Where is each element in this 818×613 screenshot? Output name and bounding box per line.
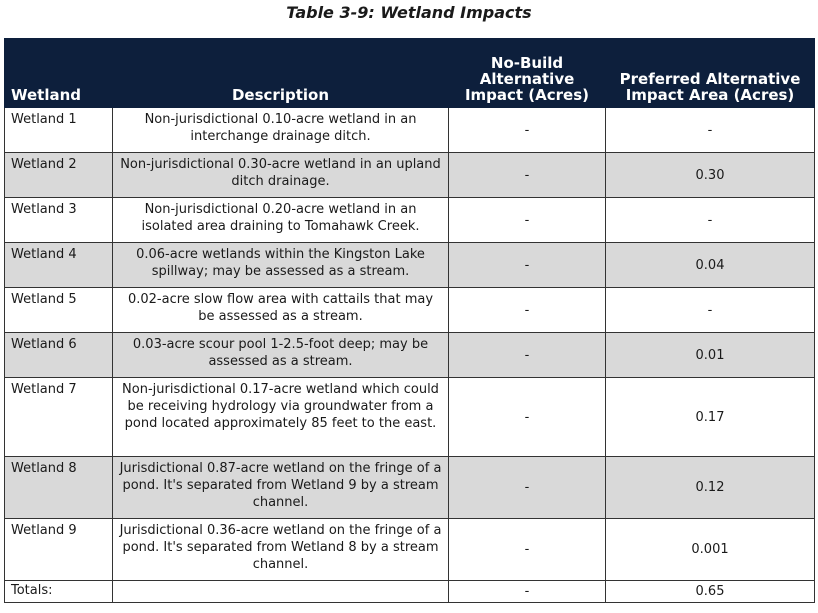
table-row — [5, 378, 815, 457]
wetland-name: Wetland 5 — [5, 288, 113, 333]
preferred-impact: 0.01 — [606, 333, 815, 378]
header-preferred: Preferred Alternative Impact Area (Acres) — [606, 39, 815, 108]
table-row — [5, 519, 815, 581]
totals-row — [5, 581, 815, 603]
no-build-impact: - — [449, 108, 606, 153]
wetland-name: Wetland 2 — [5, 153, 113, 198]
wetland-description: Non-jurisdictional 0.30-acre wetland in an upland ditch drainage. — [113, 153, 449, 198]
wetland-description: 0.06-acre wetlands within the Kingston Lake spillway; may be assessed as a stream. — [113, 243, 449, 288]
table-caption: Table 3-9: Wetland Impacts — [286, 3, 532, 22]
no-build-impact: - — [449, 288, 606, 333]
totals-no-build: - — [449, 581, 606, 603]
wetland-impacts-table — [4, 38, 815, 603]
wetland-description: Non-jurisdictional 0.10-acre wetland in an interchange drainage ditch. — [113, 108, 449, 153]
preferred-impact: 0.30 — [606, 153, 815, 198]
wetland-description: Non-jurisdictional 0.20-acre wetland in an isolated area draining to Tomahawk Creek. — [113, 198, 449, 243]
table-row — [5, 243, 815, 288]
table-row — [5, 288, 815, 333]
preferred-impact: 0.04 — [606, 243, 815, 288]
header-description: Description — [113, 39, 449, 108]
no-build-impact: - — [449, 519, 606, 581]
no-build-impact: - — [449, 243, 606, 288]
header-no-build: No-Build Alternative Impact (Acres) — [449, 39, 606, 108]
no-build-impact: - — [449, 198, 606, 243]
preferred-impact: - — [606, 198, 815, 243]
table-row — [5, 333, 815, 378]
header-row — [5, 39, 815, 108]
wetland-name: Wetland 7 — [5, 378, 113, 457]
no-build-impact: - — [449, 333, 606, 378]
wetland-description: Jurisdictional 0.87-acre wetland on the fringe of a pond. It's separated from Wetland 9 by a stream channel. — [113, 457, 449, 519]
totals-description-empty — [113, 581, 449, 603]
wetland-name: Wetland 1 — [5, 108, 113, 153]
table-row — [5, 153, 815, 198]
wetland-description: 0.03-acre scour pool 1-2.5-foot deep; may be assessed as a stream. — [113, 333, 449, 378]
table-row — [5, 198, 815, 243]
totals-label: Totals: — [5, 581, 113, 603]
wetland-description: 0.02-acre slow flow area with cattails that may be assessed as a stream. — [113, 288, 449, 333]
wetland-name: Wetland 9 — [5, 519, 113, 581]
wetland-description: Non-jurisdictional 0.17-acre wetland which could be receiving hydrology via groundwater from a pond located approximately 85 feet to the east. — [113, 378, 449, 457]
wetland-name: Wetland 4 — [5, 243, 113, 288]
no-build-impact: - — [449, 457, 606, 519]
preferred-impact: - — [606, 288, 815, 333]
no-build-impact: - — [449, 153, 606, 198]
preferred-impact: 0.17 — [606, 378, 815, 457]
table-row — [5, 457, 815, 519]
no-build-impact: - — [449, 378, 606, 457]
wetland-name: Wetland 6 — [5, 333, 113, 378]
wetland-name: Wetland 8 — [5, 457, 113, 519]
preferred-impact: - — [606, 108, 815, 153]
wetland-description: Jurisdictional 0.36-acre wetland on the fringe of a pond. It's separated from Wetland 8 by a stream channel. — [113, 519, 449, 581]
preferred-impact: 0.12 — [606, 457, 815, 519]
table-row — [5, 108, 815, 153]
preferred-impact: 0.001 — [606, 519, 815, 581]
header-wetland: Wetland — [5, 39, 113, 108]
totals-preferred: 0.65 — [606, 581, 815, 603]
wetland-name: Wetland 3 — [5, 198, 113, 243]
